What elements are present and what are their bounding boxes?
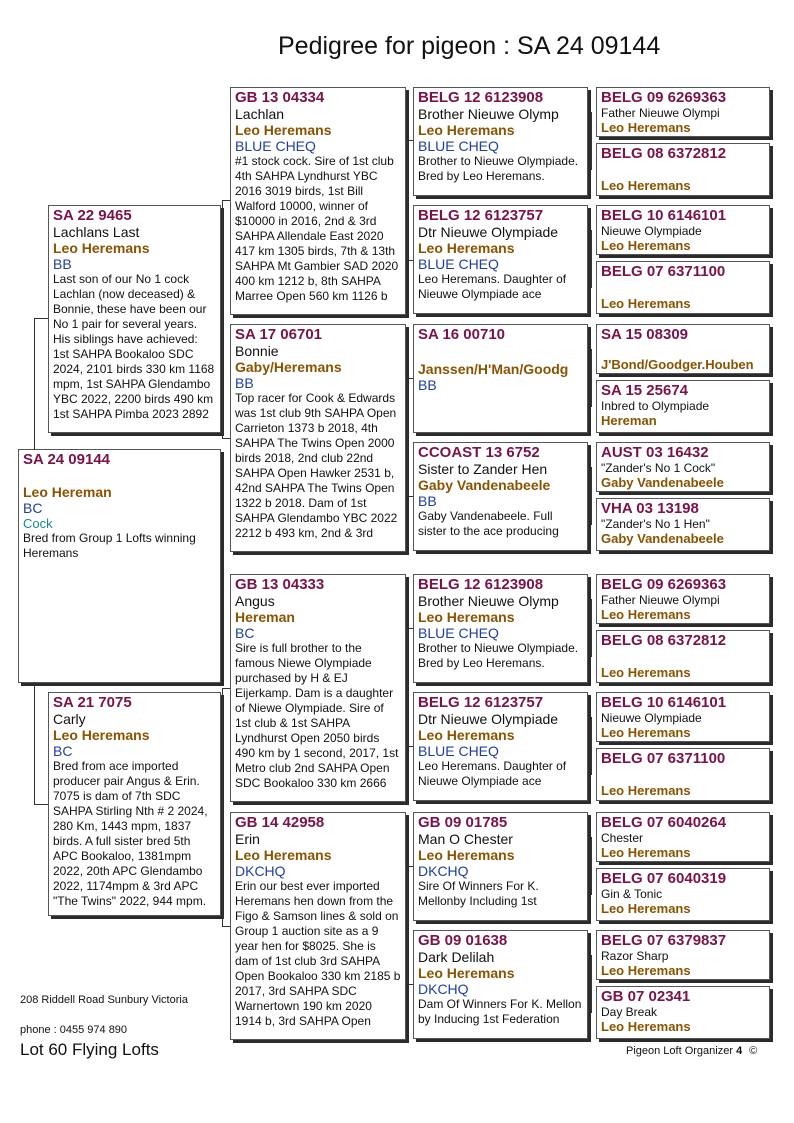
granddam-paternal-card[interactable]: [230, 324, 406, 552]
gen4-card-7[interactable]: [596, 442, 770, 492]
connector-line: [407, 746, 413, 747]
software-credit: [626, 1045, 757, 1057]
pigeon-name: [23, 468, 216, 484]
ring-number: BELG 12 6123908: [418, 576, 544, 593]
pigeon-color: BLUE CHEQ: [418, 256, 499, 272]
breeder: Leo Heremans: [418, 122, 515, 138]
pigeon-notes: Bred from Group 1 Lofts winning Heremans: [23, 531, 196, 560]
software-version: 4: [736, 1045, 743, 1057]
pigeon-color: BLUE CHEQ: [235, 138, 316, 154]
gen4-card-16[interactable]: [596, 986, 770, 1039]
pigeon-name: [601, 162, 765, 178]
grandsire-maternal-card[interactable]: [230, 574, 406, 802]
pigeon-name: Nieuwe Olympiade: [601, 711, 702, 725]
pigeon-name: [601, 280, 765, 296]
connector-line: [407, 866, 413, 867]
pigeon-name: [601, 343, 765, 357]
breeder: Leo Heremans: [601, 607, 691, 622]
ring-number: SA 16 00710: [418, 326, 506, 343]
loft-name: Lot 60 Flying Lofts: [20, 1040, 159, 1059]
ring-number: SA 15 25674: [601, 382, 689, 399]
ring-number: GB 07 02341: [601, 988, 691, 1005]
ring-number: SA 17 06701: [235, 326, 323, 343]
pigeon-name: "Zander's No 1 Cock": [601, 461, 716, 475]
ring-number: SA 24 09144: [23, 451, 111, 468]
connector-line: [591, 112, 592, 170]
pigeon-name: Dark Delilah: [418, 949, 495, 965]
gen4-card-1[interactable]: [596, 87, 770, 137]
breeder: Leo Heremans: [601, 725, 691, 740]
pigeon-notes: Leo Heremans. Daughter of Nieuwe Olympiade ace: [418, 759, 567, 788]
gen4-card-4[interactable]: [596, 261, 770, 314]
subject-card[interactable]: [18, 449, 221, 683]
breeder: Leo Heremans: [418, 609, 515, 625]
pigeon-name: [601, 649, 765, 665]
gen4-card-15[interactable]: [596, 930, 770, 980]
pigeon-notes: Leo Heremans. Daughter of Nieuwe Olympiade ace: [418, 272, 567, 301]
breeder: Leo Heremans: [601, 238, 691, 253]
connector-line: [407, 496, 413, 497]
pigeon-notes: Erin our best ever imported Heremans hen down from the Figo & Samson lines & sold on Group 1 auction site as a 9 year hen for $8025. She is dam of 1st club 3rd SAHPA Open Bookaloo 330 km 2185 b 2017, 3rd SAHPA SDC Warnertown 190 km 2020 1914 b, 3rd SAHPA Open: [235, 879, 401, 1028]
ring-number: SA 22 9465: [53, 207, 132, 224]
pigeon-notes: #1 stock cock. Sire of 1st club 4th SAHPA Lyndhurst YBC 2016 3019 birds, 1st Bill Walford 10000, winner of $10000 in 2016, 2nd & 3rd SAHPA Allendale East 2020 417 km 1305 birds, 7th & 13th SAHPA Mt Gambier SAD 2020 400 km 1212 b, 8th SAHPA Marree Open 560 km 1126 b: [235, 154, 399, 303]
owner-address: 208 Riddell Road Sunbury Victoria: [20, 994, 188, 1006]
pigeon-name: Man O Chester: [418, 831, 513, 847]
pigeon-notes: Gaby Vandenabeele. Full sister to the ace producing: [418, 509, 559, 538]
ring-number: BELG 07 6040319: [601, 870, 727, 887]
pigeon-notes: Dam Of Winners For K. Mellon by Inducing 1st Federation: [418, 997, 582, 1026]
gen4-card-12[interactable]: [596, 748, 770, 801]
breeder: Gaby Vandenabeele: [601, 531, 724, 546]
ring-number: BELG 09 6269363: [601, 89, 727, 106]
breeder: Leo Heremans: [235, 847, 332, 863]
pigeon-name: Angus: [235, 593, 275, 609]
pigeon-name: Day Break: [601, 1005, 658, 1019]
breeder: Leo Heremans: [601, 783, 691, 798]
ring-number: AUST 03 16432: [601, 444, 709, 461]
pigeon-color: DKCHQ: [235, 863, 286, 879]
gen3-card-3[interactable]: [413, 324, 588, 433]
gen3-card-8[interactable]: [413, 930, 588, 1039]
ring-number: BELG 07 6040264: [601, 814, 727, 831]
connector-line: [407, 866, 408, 984]
pigeon-color: DKCHQ: [418, 863, 469, 879]
breeder: Leo Heremans: [601, 845, 691, 860]
gen4-card-14[interactable]: [596, 868, 770, 921]
gen4-card-10[interactable]: [596, 630, 770, 683]
pigeon-color: BLUE CHEQ: [418, 625, 499, 641]
gen4-card-5[interactable]: [596, 324, 770, 374]
pigeon-notes: Bred from ace imported producer pair Angus & Erin. 7075 is dam of 7th SDC SAHPA Stirling Nth # 2 2024, 280 Km, 1443 mpm, 1837 birds. A full sister bred 5th APC Bookaloo, 1381mpm 2022, 20th APC Glendambo 2022, 1174mpm & 3rd APC "The Twins" 2022, 944 mpm.: [53, 759, 208, 908]
pigeon-name: Nieuwe Olympiade: [601, 224, 702, 238]
pigeon-color: BB: [418, 493, 437, 509]
breeder: Leo Heremans: [601, 296, 691, 311]
breeder: Leo Heremans: [53, 727, 150, 743]
gen4-card-6[interactable]: [596, 380, 770, 433]
pigeon-name: [601, 767, 765, 783]
breeder: Leo Heremans: [601, 665, 691, 680]
gen4-card-3[interactable]: [596, 205, 770, 255]
connector-line: [407, 378, 413, 379]
pigeon-name: "Zander's No 1 Hen": [601, 517, 710, 531]
connector-line: [591, 955, 592, 1013]
pigeon-notes: Last son of our No 1 cock Lachlan (now deceased) & Bonnie, these have been our No 1 pair for several years. His siblings have achieved: 1st SAHPA Bookaloo SDC 2024, 2101 birds 330 km 1168 mpm, 1st SAHPA Glendambo YBC 2022, 2200 birds 490 km 1st SAHPA Pimba 2023 2892: [53, 272, 215, 421]
pigeon-name: Dtr Nieuwe Olympiade: [418, 224, 559, 240]
pigeon-name: Lachlans Last: [53, 224, 140, 240]
connector-line: [222, 200, 230, 201]
ring-number: GB 09 01638: [418, 932, 508, 949]
connector-line: [222, 688, 223, 926]
connector-line: [407, 140, 408, 260]
ring-number: BELG 09 6269363: [601, 576, 727, 593]
pigeon-color: BB: [418, 377, 437, 393]
ring-number: BELG 10 6146101: [601, 694, 727, 711]
connector-line: [222, 200, 223, 438]
ring-number: SA 21 7075: [53, 694, 132, 711]
breeder: Leo Heremans: [601, 1019, 691, 1034]
owner-phone: phone : 0455 974 890: [20, 1024, 128, 1036]
breeder: Leo Heremans: [53, 240, 150, 256]
breeder: J'Bond/Goodger.Houben: [601, 357, 754, 372]
connector-line: [407, 628, 413, 629]
pigeon-name: Chester: [601, 831, 644, 845]
pigeon-name: Carly: [53, 711, 86, 727]
connector-line: [34, 682, 35, 804]
gen4-card-8[interactable]: [596, 498, 770, 551]
pigeon-notes: Brother to Nieuwe Olympiade. Bred by Leo Heremans.: [418, 641, 579, 670]
pigeon-name: [418, 343, 583, 361]
ring-number: BELG 07 6379837: [601, 932, 727, 949]
grandsire-paternal-card[interactable]: [230, 87, 406, 315]
ring-number: GB 09 01785: [418, 814, 508, 831]
ring-number: BELG 08 6372812: [601, 145, 727, 162]
pigeon-name: Sister to Zander Hen: [418, 461, 548, 477]
connector-line: [591, 467, 592, 525]
connector-line: [34, 804, 48, 805]
gen3-card-1[interactable]: [413, 87, 588, 196]
page-title: Pedigree for pigeon : SA 24 09144: [278, 32, 661, 60]
pigeon-name: Brother Nieuwe Olymp: [418, 593, 559, 609]
copyright-symbol: ©: [749, 1045, 758, 1057]
breeder: Leo Heremans: [601, 963, 691, 978]
connector-line: [407, 378, 408, 496]
ring-number: BELG 10 6146101: [601, 207, 727, 224]
breeder: Gaby/Heremans: [235, 359, 342, 375]
connector-line: [407, 260, 413, 261]
pigeon-color: BB: [235, 375, 254, 391]
gen3-card-5[interactable]: [413, 574, 588, 683]
pigeon-color: BB: [53, 256, 72, 272]
connector-line: [407, 984, 413, 985]
breeder: Leo Heremans: [601, 901, 691, 916]
gen3-card-2[interactable]: [413, 205, 588, 314]
pigeon-notes: Brother to Nieuwe Olympiade. Bred by Leo Heremans.: [418, 154, 579, 183]
connector-line: [591, 837, 592, 895]
sire-card[interactable]: [48, 205, 221, 433]
ring-number: BELG 12 6123757: [418, 694, 544, 711]
pigeon-notes: Top racer for Cook & Edwards was 1st club 9th SAHPA Open Carrieton 1373 b 2018, 4th SAHPA The Twins Open 2000 birds 2018, 2nd club 22nd SAHPA Open Hawker 2531 b, 42nd SAHPA The Twins Open 1322 b 2018. Dam of 1st SAHPA Glendambo YBC 2022 2212 b 493 km, 2nd & 3rd: [235, 391, 398, 540]
pigeon-color: BLUE CHEQ: [418, 138, 499, 154]
gen4-card-9[interactable]: [596, 574, 770, 624]
breeder: Gaby Vandenabeele: [601, 475, 724, 490]
breeder: Leo Heremans: [418, 240, 515, 256]
pigeon-name: Dtr Nieuwe Olympiade: [418, 711, 559, 727]
gen3-card-7[interactable]: [413, 812, 588, 921]
connector-line: [34, 318, 48, 319]
granddam-maternal-card[interactable]: [230, 812, 406, 1040]
pigeon-color: BC: [235, 625, 255, 641]
pigeon-name: Brother Nieuwe Olymp: [418, 106, 559, 122]
pigeon-color: DKCHQ: [418, 981, 469, 997]
connector-line: [591, 230, 592, 288]
breeder: Leo Hereman: [23, 484, 112, 500]
connector-line: [222, 688, 230, 689]
ring-number: GB 13 04334: [235, 89, 325, 106]
ring-number: GB 13 04333: [235, 576, 325, 593]
ring-number: BELG 07 6371100: [601, 263, 726, 280]
connector-line: [407, 140, 413, 141]
breeder: Leo Heremans: [601, 178, 691, 193]
connector-line: [591, 349, 592, 407]
ring-number: SA 15 08309: [601, 326, 689, 343]
pigeon-name: Father Nieuwe Olympi: [601, 106, 720, 120]
connector-line: [591, 717, 592, 775]
pigeon-name: Razor Sharp: [601, 949, 669, 963]
ring-number: BELG 07 6371100: [601, 750, 726, 767]
connector-line: [591, 599, 592, 657]
pigeon-notes: Sire Of Winners For K. Mellonby Including 1st: [418, 879, 539, 908]
pigeon-name: Erin: [235, 831, 260, 847]
breeder: Leo Heremans: [601, 120, 691, 135]
gen4-card-2[interactable]: [596, 143, 770, 196]
connector-line: [222, 926, 230, 927]
pigeon-color: BC: [23, 500, 43, 516]
breeder: Leo Heremans: [418, 727, 515, 743]
pigeon-color: BLUE CHEQ: [418, 743, 499, 759]
gen4-card-13[interactable]: [596, 812, 770, 862]
connector-line: [222, 438, 230, 439]
gen3-card-4[interactable]: [413, 442, 588, 551]
breeder: Leo Heremans: [235, 122, 332, 138]
ring-number: BELG 12 6123757: [418, 207, 544, 224]
connector-line: [34, 318, 35, 450]
ring-number: BELG 12 6123908: [418, 89, 544, 106]
breeder: Hereman: [235, 609, 295, 625]
ring-number: VHA 03 13198: [601, 500, 699, 517]
ring-number: CCOAST 13 6752: [418, 444, 540, 461]
pigeon-color: BC: [53, 743, 73, 759]
ring-number: GB 14 42958: [235, 814, 325, 831]
dam-card[interactable]: [48, 692, 221, 916]
pigeon-name: Gin & Tonic: [601, 887, 663, 901]
connector-line: [407, 628, 408, 746]
pigeon-name: Father Nieuwe Olympi: [601, 593, 720, 607]
breeder: Hereman: [601, 413, 657, 428]
ring-number: BELG 08 6372812: [601, 632, 727, 649]
pigeon-name: Inbred to Olympiade: [601, 399, 710, 413]
pigeon-name: Bonnie: [235, 343, 279, 359]
gen4-card-11[interactable]: [596, 692, 770, 742]
pigeon-notes: Sire is full brother to the famous Niewe Olympiade purchased by H & EJ Eijerkamp. Dam is a daughter of Niewe Olympiade. Sire of 1st club & 1st SAHPA Lyndhurst Open 2050 birds 490 km by 1 second, 2017, 1st Metro club 2nd SAHPA Open SDC Bookaloo 330 km 2666: [235, 641, 399, 790]
breeder: Leo Heremans: [418, 847, 515, 863]
pigeon-notes: [418, 393, 583, 423]
pigeon-sex: Cock: [23, 516, 53, 531]
breeder: Janssen/H'Man/Goodg: [418, 361, 569, 377]
software-name: Pigeon Loft Organizer: [626, 1045, 734, 1057]
breeder: Leo Heremans: [418, 965, 515, 981]
pigeon-name: Lachlan: [235, 106, 285, 122]
gen3-card-6[interactable]: [413, 692, 588, 801]
breeder: Gaby Vandenabeele: [418, 477, 551, 493]
